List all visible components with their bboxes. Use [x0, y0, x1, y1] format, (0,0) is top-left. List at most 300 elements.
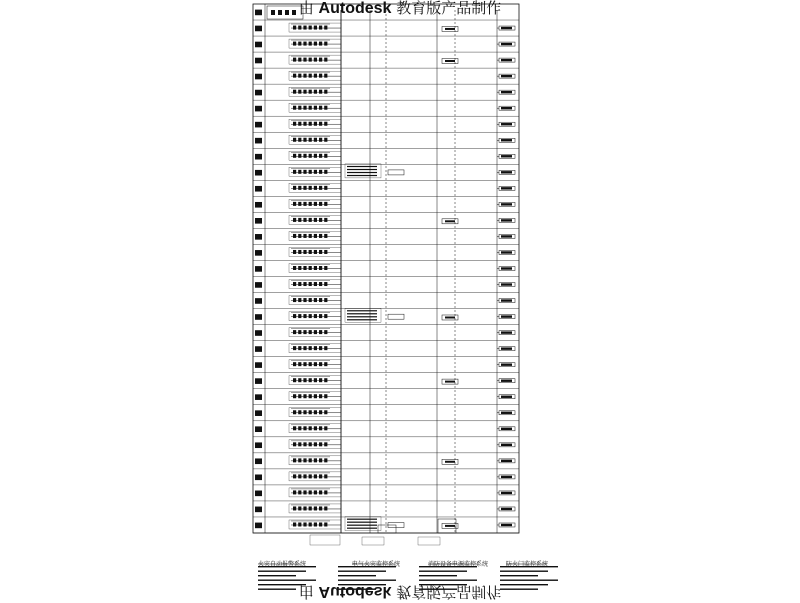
legend-note-line	[500, 571, 548, 572]
floor-device	[319, 250, 322, 254]
floor-device	[324, 186, 327, 190]
floor-device	[303, 394, 306, 398]
floor-device	[298, 346, 301, 350]
legend-note-line	[500, 575, 538, 576]
fire-door-text-mark	[501, 347, 512, 349]
floor-device	[298, 42, 301, 46]
floor-device	[293, 410, 296, 414]
floor-device	[303, 90, 306, 94]
floor-device	[309, 90, 312, 94]
floor-device	[309, 266, 312, 270]
watermark-suffix: 教育版产品制作	[396, 0, 502, 17]
floor-label-mark	[255, 106, 262, 112]
floor-device	[324, 26, 327, 30]
floor-device	[298, 170, 301, 174]
floor-device	[293, 106, 296, 110]
fire-door-text-mark	[501, 139, 512, 141]
fire-door-text-mark	[501, 508, 512, 510]
floor-device	[303, 106, 306, 110]
floor-device	[298, 74, 301, 78]
floor-device	[303, 282, 306, 286]
floor-device	[319, 410, 322, 414]
floor-device	[298, 202, 301, 206]
annotation-text-mark	[347, 316, 377, 317]
floor-device	[298, 426, 301, 430]
legend-note-line	[419, 571, 467, 572]
power-monitor-text-mark	[445, 220, 455, 222]
floor-device	[309, 474, 312, 478]
fire-door-text-mark	[501, 107, 512, 109]
floor-device	[293, 122, 296, 126]
annotation-text-mark	[347, 313, 377, 314]
legend-note-line	[419, 580, 477, 581]
floor-device	[324, 506, 327, 510]
floor-device	[293, 186, 296, 190]
floor-device	[309, 234, 312, 238]
electrical-fire-module	[388, 170, 404, 175]
floor-device	[298, 474, 301, 478]
floor-device	[298, 378, 301, 382]
floor-device	[309, 282, 312, 286]
floor-device	[324, 330, 327, 334]
floor-device	[303, 506, 306, 510]
floor-device	[319, 202, 322, 206]
floor-device	[314, 442, 317, 446]
fire-door-text-mark	[501, 396, 512, 398]
floor-device	[314, 410, 317, 414]
floor-device	[314, 58, 317, 62]
floor-device	[324, 74, 327, 78]
power-monitor-text-mark	[445, 461, 455, 463]
fire-door-text-mark	[501, 91, 512, 93]
floor-device	[314, 234, 317, 238]
fire-door-text-mark	[501, 171, 512, 173]
floor-device	[303, 362, 306, 366]
floor-device	[319, 442, 322, 446]
floor-device	[293, 490, 296, 494]
floor-device	[319, 474, 322, 478]
power-monitor-text-mark	[445, 525, 455, 527]
fire-door-text-mark	[501, 428, 512, 430]
floor-label-mark	[255, 10, 262, 16]
floor-label-mark	[255, 474, 262, 480]
floor-label-mark	[255, 442, 262, 448]
fire-door-text-mark	[501, 267, 512, 269]
floor-device	[293, 426, 296, 430]
floor-device	[303, 346, 306, 350]
fire-door-text-mark	[501, 524, 512, 526]
floor-device	[303, 458, 306, 462]
floor-device	[324, 522, 327, 526]
floor-device	[303, 522, 306, 526]
floor-device	[319, 378, 322, 382]
floor-device	[293, 378, 296, 382]
floor-device	[309, 106, 312, 110]
bottom-panel	[378, 525, 396, 533]
power-monitor-text-mark	[445, 316, 455, 318]
power-monitor-text-mark	[445, 381, 455, 383]
floor-device	[298, 138, 301, 142]
floor-device	[298, 394, 301, 398]
floor-device	[293, 58, 296, 62]
floor-device	[309, 410, 312, 414]
floor-device	[298, 250, 301, 254]
floor-device	[309, 218, 312, 222]
floor-device	[298, 362, 301, 366]
fire-door-text-mark	[501, 331, 512, 333]
floor-device	[309, 394, 312, 398]
floor-device	[298, 58, 301, 62]
floor-device	[324, 250, 327, 254]
floor-device	[319, 458, 322, 462]
floor-device	[314, 282, 317, 286]
floor-device	[303, 330, 306, 334]
floor-device	[309, 314, 312, 318]
floor-device	[303, 410, 306, 414]
floor-device	[324, 394, 327, 398]
floor-device	[303, 378, 306, 382]
watermark-brand: Autodesk	[318, 0, 392, 17]
legend-note-line	[258, 575, 296, 576]
floor-label-mark	[255, 362, 262, 368]
floor-device	[309, 74, 312, 78]
floor-device	[314, 106, 317, 110]
floor-device	[314, 90, 317, 94]
fire-door-text-mark	[501, 315, 512, 317]
floor-device	[309, 426, 312, 430]
floor-device	[303, 58, 306, 62]
floor-device	[293, 202, 296, 206]
floor-device	[319, 522, 322, 526]
floor-label-mark	[255, 122, 262, 128]
floor-device	[319, 106, 322, 110]
floor-device	[319, 282, 322, 286]
floor-label-mark	[255, 394, 262, 400]
floor-device	[298, 26, 301, 30]
legend-note-line	[338, 575, 376, 576]
floor-device	[319, 186, 322, 190]
floor-device	[298, 266, 301, 270]
floor-device	[324, 426, 327, 430]
floor-label-mark	[255, 26, 262, 32]
fire-door-text-mark	[501, 283, 512, 285]
floor-device	[298, 490, 301, 494]
floor-device	[293, 522, 296, 526]
floor-device	[293, 138, 296, 142]
floor-device	[324, 154, 327, 158]
floor-device	[293, 458, 296, 462]
fire-door-text-mark	[501, 299, 512, 301]
floor-device	[309, 250, 312, 254]
annotation-text-mark	[347, 172, 377, 173]
floor-device	[309, 154, 312, 158]
floor-device	[309, 202, 312, 206]
floor-device	[319, 74, 322, 78]
floor-device	[319, 490, 322, 494]
floor-device	[324, 378, 327, 382]
floor-label-mark	[255, 507, 262, 513]
floor-label-mark	[255, 314, 262, 320]
annotation-text-mark	[347, 169, 377, 170]
floor-device	[324, 234, 327, 238]
floor-device	[314, 346, 317, 350]
roof-device	[285, 10, 289, 15]
floor-device	[303, 218, 306, 222]
floor-device	[298, 154, 301, 158]
floor-device	[324, 298, 327, 302]
floor-label-mark	[255, 170, 262, 176]
floor-device	[314, 314, 317, 318]
floor-device	[298, 522, 301, 526]
floor-label-mark	[255, 426, 262, 432]
legend-title-power-monitor: 消防设备电源监控系统	[428, 561, 489, 568]
floor-device	[314, 250, 317, 254]
floor-label-mark	[255, 138, 262, 144]
floor-device	[293, 346, 296, 350]
floor-device	[324, 282, 327, 286]
annotation-text-mark	[347, 319, 377, 320]
floor-device	[293, 170, 296, 174]
floor-device	[303, 186, 306, 190]
floor-device	[293, 74, 296, 78]
floor-device	[309, 42, 312, 46]
floor-device	[293, 506, 296, 510]
floor-device	[298, 442, 301, 446]
floor-device	[293, 442, 296, 446]
floor-device	[324, 138, 327, 142]
bottom-note	[362, 537, 384, 545]
floor-device	[314, 362, 317, 366]
floor-device	[319, 298, 322, 302]
roof-device	[292, 10, 296, 15]
annotation-text-mark	[347, 525, 377, 526]
floor-device	[293, 314, 296, 318]
watermark-prefix: 由	[298, 583, 314, 601]
annotation-text-mark	[347, 528, 377, 529]
floor-device	[324, 314, 327, 318]
floor-label-mark	[255, 346, 262, 352]
floor-device	[293, 362, 296, 366]
floor-device	[309, 170, 312, 174]
floor-label-mark	[255, 154, 262, 160]
annotation-text-mark	[347, 166, 377, 167]
floor-device	[298, 330, 301, 334]
floor-label-mark	[255, 458, 262, 464]
floor-device	[303, 170, 306, 174]
fire-door-text-mark	[501, 155, 512, 157]
floor-device	[298, 506, 301, 510]
watermark-prefix: 由	[298, 0, 314, 17]
floor-device	[309, 442, 312, 446]
floor-label-mark	[255, 523, 262, 529]
floor-label-mark	[255, 90, 262, 96]
fire-door-text-mark	[501, 412, 512, 414]
fire-door-text-mark	[501, 235, 512, 237]
floor-label-mark	[255, 58, 262, 64]
floor-device	[298, 282, 301, 286]
floor-label-mark	[255, 298, 262, 304]
floor-device	[298, 90, 301, 94]
fire-door-text-mark	[501, 123, 512, 125]
floor-device	[303, 202, 306, 206]
floor-label-mark	[255, 378, 262, 384]
floor-device	[324, 122, 327, 126]
floor-device	[319, 234, 322, 238]
floor-device	[309, 26, 312, 30]
watermark-brand: Autodesk	[318, 583, 392, 600]
floor-device	[314, 266, 317, 270]
floor-device	[309, 122, 312, 126]
floor-device	[293, 298, 296, 302]
floor-device	[324, 458, 327, 462]
floor-label-mark	[255, 234, 262, 240]
legend-title-fire-alarm: 火灾自动报警系统	[258, 561, 307, 568]
floor-device	[298, 234, 301, 238]
floor-device	[314, 426, 317, 430]
bottom-note	[418, 537, 440, 545]
floor-device	[298, 186, 301, 190]
floor-device	[303, 298, 306, 302]
fire-door-text-mark	[501, 460, 512, 462]
floor-device	[314, 218, 317, 222]
floor-device	[314, 26, 317, 30]
floor-device	[303, 266, 306, 270]
legend-note-line	[500, 580, 558, 581]
floor-device	[293, 234, 296, 238]
floor-device	[314, 74, 317, 78]
floor-device	[298, 458, 301, 462]
electrical-fire-module	[388, 314, 404, 319]
floor-label-mark	[255, 186, 262, 192]
floor-device	[319, 426, 322, 430]
floor-label-mark	[255, 218, 262, 224]
floor-device	[324, 170, 327, 174]
floor-device	[309, 138, 312, 142]
floor-device	[309, 490, 312, 494]
floor-device	[314, 458, 317, 462]
floor-device	[309, 522, 312, 526]
floor-device	[303, 426, 306, 430]
floor-device	[324, 202, 327, 206]
floor-device	[303, 42, 306, 46]
fire-door-text-mark	[501, 380, 512, 382]
floor-device	[293, 282, 296, 286]
floor-device	[314, 202, 317, 206]
annotation-text-mark	[347, 310, 377, 311]
floor-device	[293, 26, 296, 30]
floor-device	[324, 442, 327, 446]
floor-device	[293, 250, 296, 254]
floor-device	[309, 346, 312, 350]
annotation-text-mark	[347, 522, 377, 523]
fire-door-text-mark	[501, 59, 512, 61]
floor-label-mark	[255, 250, 262, 256]
floor-device	[324, 90, 327, 94]
floor-device	[293, 42, 296, 46]
floor-device	[319, 218, 322, 222]
floor-device	[298, 410, 301, 414]
annotation-text-mark	[347, 175, 377, 176]
floor-label-mark	[255, 74, 262, 80]
floor-device	[293, 330, 296, 334]
fire-door-text-mark	[501, 187, 512, 189]
fire-door-text-mark	[501, 219, 512, 221]
floor-device	[293, 266, 296, 270]
legend-note-line	[419, 575, 457, 576]
floor-device	[303, 442, 306, 446]
floor-device	[309, 330, 312, 334]
floor-device	[293, 90, 296, 94]
floor-device	[298, 298, 301, 302]
floor-device	[324, 218, 327, 222]
floor-device	[314, 122, 317, 126]
fire-door-text-mark	[501, 492, 512, 494]
floor-device	[314, 298, 317, 302]
floor-device	[324, 42, 327, 46]
floor-device	[314, 42, 317, 46]
floor-device	[298, 314, 301, 318]
fire-door-text-mark	[501, 43, 512, 45]
floor-device	[303, 250, 306, 254]
floor-device	[303, 490, 306, 494]
floor-device	[319, 138, 322, 142]
legend-note-line	[338, 580, 396, 581]
floor-device	[298, 106, 301, 110]
floor-device	[314, 394, 317, 398]
floor-device	[303, 234, 306, 238]
floor-device	[303, 74, 306, 78]
floor-device	[314, 522, 317, 526]
roof-device	[278, 10, 282, 15]
fire-door-text-mark	[501, 476, 512, 478]
floor-device	[293, 154, 296, 158]
riser-lines	[341, 10, 497, 533]
floor-label-mark	[255, 202, 262, 208]
floor-device	[319, 394, 322, 398]
floor-device	[324, 490, 327, 494]
floor-device	[319, 330, 322, 334]
floor-device	[319, 170, 322, 174]
floor-device	[298, 218, 301, 222]
floor-device	[293, 474, 296, 478]
floor-device	[324, 474, 327, 478]
floor-device	[319, 266, 322, 270]
floor-device	[293, 394, 296, 398]
floor-device	[309, 506, 312, 510]
fire-door-text-mark	[501, 203, 512, 205]
floor-label-mark	[255, 410, 262, 416]
floor-device	[324, 410, 327, 414]
floor-device	[319, 26, 322, 30]
floor-device	[309, 58, 312, 62]
floor-device	[314, 474, 317, 478]
floor-device	[309, 362, 312, 366]
fire-door-text-mark	[501, 251, 512, 253]
floor-device	[324, 266, 327, 270]
floor-device	[303, 314, 306, 318]
watermark-suffix: 教育版产品制作	[396, 583, 502, 601]
floor-device	[314, 490, 317, 494]
floor-device	[319, 42, 322, 46]
floor-label-mark	[255, 330, 262, 336]
fire-door-text-mark	[501, 444, 512, 446]
floor-label-mark	[255, 282, 262, 288]
floor-device	[319, 506, 322, 510]
floor-device	[319, 346, 322, 350]
floor-device	[319, 362, 322, 366]
fire-door-text-mark	[501, 363, 512, 365]
floor-device	[324, 58, 327, 62]
